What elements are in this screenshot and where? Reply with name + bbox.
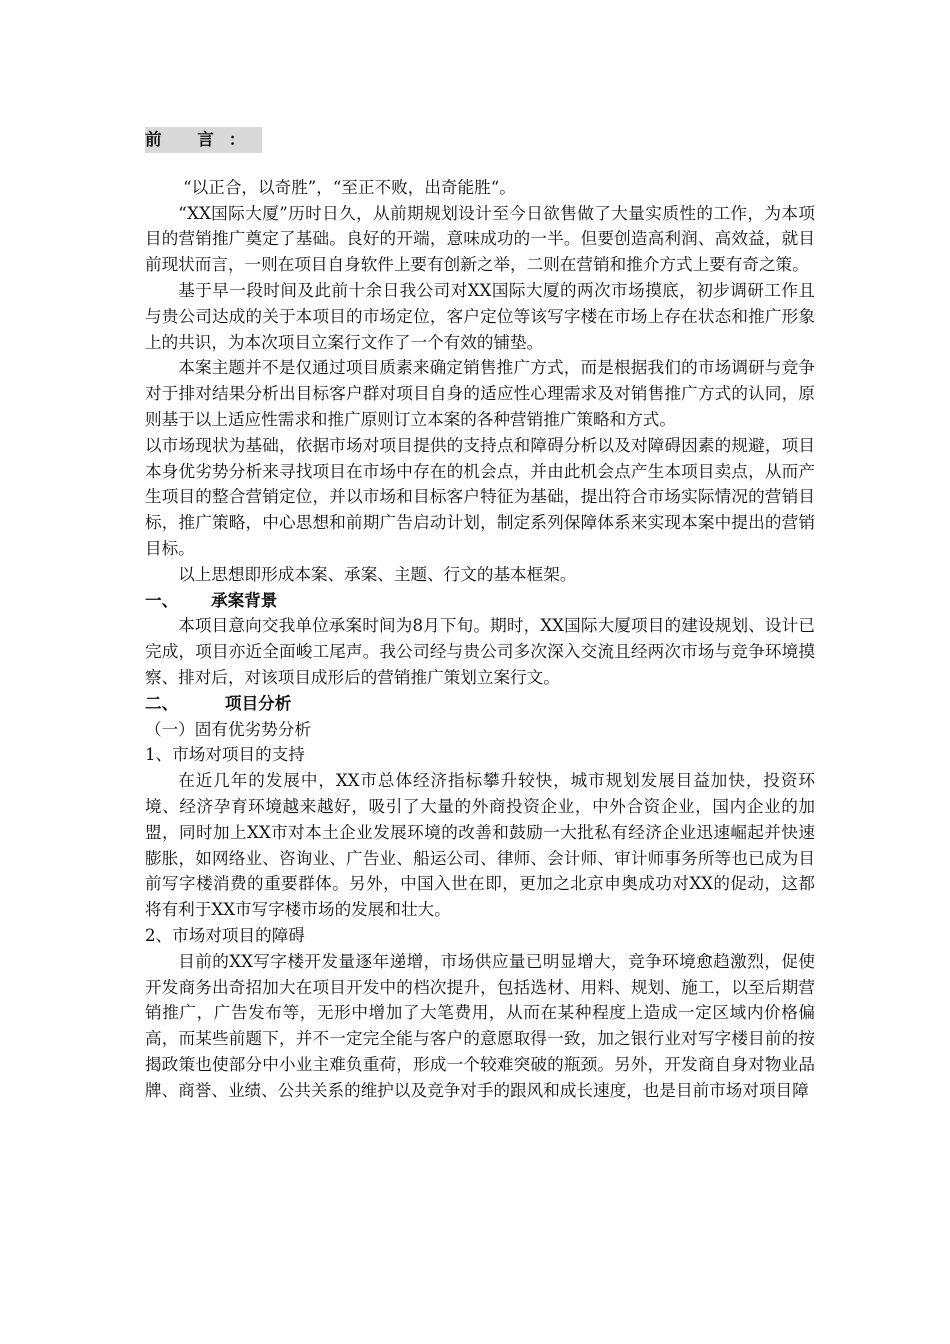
paragraph: 基于早一段时间及此前十余日我公司对XX国际大厦的两次市场摸底，初步调研工作且与贵公司达成的关于本项目的市场定位，客户定位等该写字楼在市场上存在状态和推广形象上的共识，为本次项目立案行文作了一个有效的铺垫。 xyxy=(145,280,815,352)
paragraph: 在近几年的发展中，XX市总体经济指标攀升较快，城市规划发展目益加快，投资环境、经济孕育环境越来越好，吸引了大量的外商投资企业，中外合资企业，国内企业的加盟，同时加上XX市对本土企业发展环境的改善和鼓励一大批私有经济企业迅速崛起并快速膨胀，如网络业、咨询业、广告业、船运公司、律师、会计师、审计师事务所等也已成为目前写字楼消费的重要群体。另外，中国入世在即，更加之北京申奥成功对XX的促动，这都将有利于XX市写字楼市场的发展和壮大。 xyxy=(145,771,815,920)
paragraph: 以市场现状为基础，依据市场对项目提供的支持点和障碍分析以及对障碍因素的规避，项目本身优劣势分析来寻找项目在市场中存在的机会点，并由此机会点产生本项目卖点，从而产生项目的整合营销定位，并以市场和目标客户特征为基础，提出符合市场实际情况的营销目标，推广策略，中心思想和前期广告启动计划，制定系列保障体系来实现本案中提出的营销目标。 xyxy=(145,435,815,558)
paragraph-quote: “以正合，以奇胜”，“至正不败，出奇能胜“。 xyxy=(183,177,516,197)
paragraph: 目前的XX写字楼开发量逐年递增，市场供应量已明显增大，竞争环境愈趋激烈，促使开发商务出奇招加大在项目开发中的档次提升，包括选材、用料、规划、施工，以至后期营销推广，广告发布等，无形中增加了大笔费用，从而在某种程度上造成一定区域内价格偏高，而某些前题下，并不一定完全能与客户的意愿取得一致，加之银行业对写字楼目前的按揭政策也使部分中小业主难负重荷，形成一个较难突破的瓶颈。另外，开发商自身对物业品牌、商誉、业绩、公共关系的维护以及竞争对手的跟风和成长速度，也是目前市场对项目障 xyxy=(145,951,815,1100)
section-number: 二、 xyxy=(145,692,179,713)
paragraph: 以上思想即形成本案、承案、主题、行文的基本框架。 xyxy=(178,564,577,584)
section-number: 一、 xyxy=(145,589,179,610)
subsection-heading: （一）固有优劣势分析 xyxy=(145,719,311,739)
preface-heading: 前 言： xyxy=(145,127,262,153)
document-page xyxy=(145,127,815,1103)
paragraph: 本项目意向交我单位承案时间为8月下旬。期时，XX国际大厦项目的建设规划、设计已完成，项目亦近全面峻工尾声。我公司经与贵公司多次深入交流且经两次市场与竞争环境摸察、排对后，对该项目成形后的营销推广策划立案行文。 xyxy=(145,616,815,687)
paragraph: 本案主题并不是仅通过项目质素来确定销售推广方式，而是根据我们的市场调研与竞争对于排对结果分析出目标客户群对项目自身的适应性心理需求及对销售推广方式的认同，原则基于以上适应性需求和推广原则订立本案的各种营销推广策略和方式。 xyxy=(145,358,815,429)
section-title: 承案背景 xyxy=(211,589,278,610)
item-heading: 2、市场对项目的障碍 xyxy=(145,925,305,945)
section-heading-2 xyxy=(145,691,815,717)
paragraph: “XX国际大厦”历时日久，从前期规划设计至今日欲售做了大量实质性的工作，为本项目的营销推广奠定了基础。良好的开端，意味成功的一半。但要创造高利润、高效益，就目前现状而言，一则在项目自身软件上要有创新之举，二则在营销和推介方式上要有奇之策。 xyxy=(145,203,815,275)
section-heading-1 xyxy=(145,588,815,614)
item-heading: 1、市场对项目的支持 xyxy=(145,745,305,765)
section-title: 项目分析 xyxy=(225,692,292,713)
